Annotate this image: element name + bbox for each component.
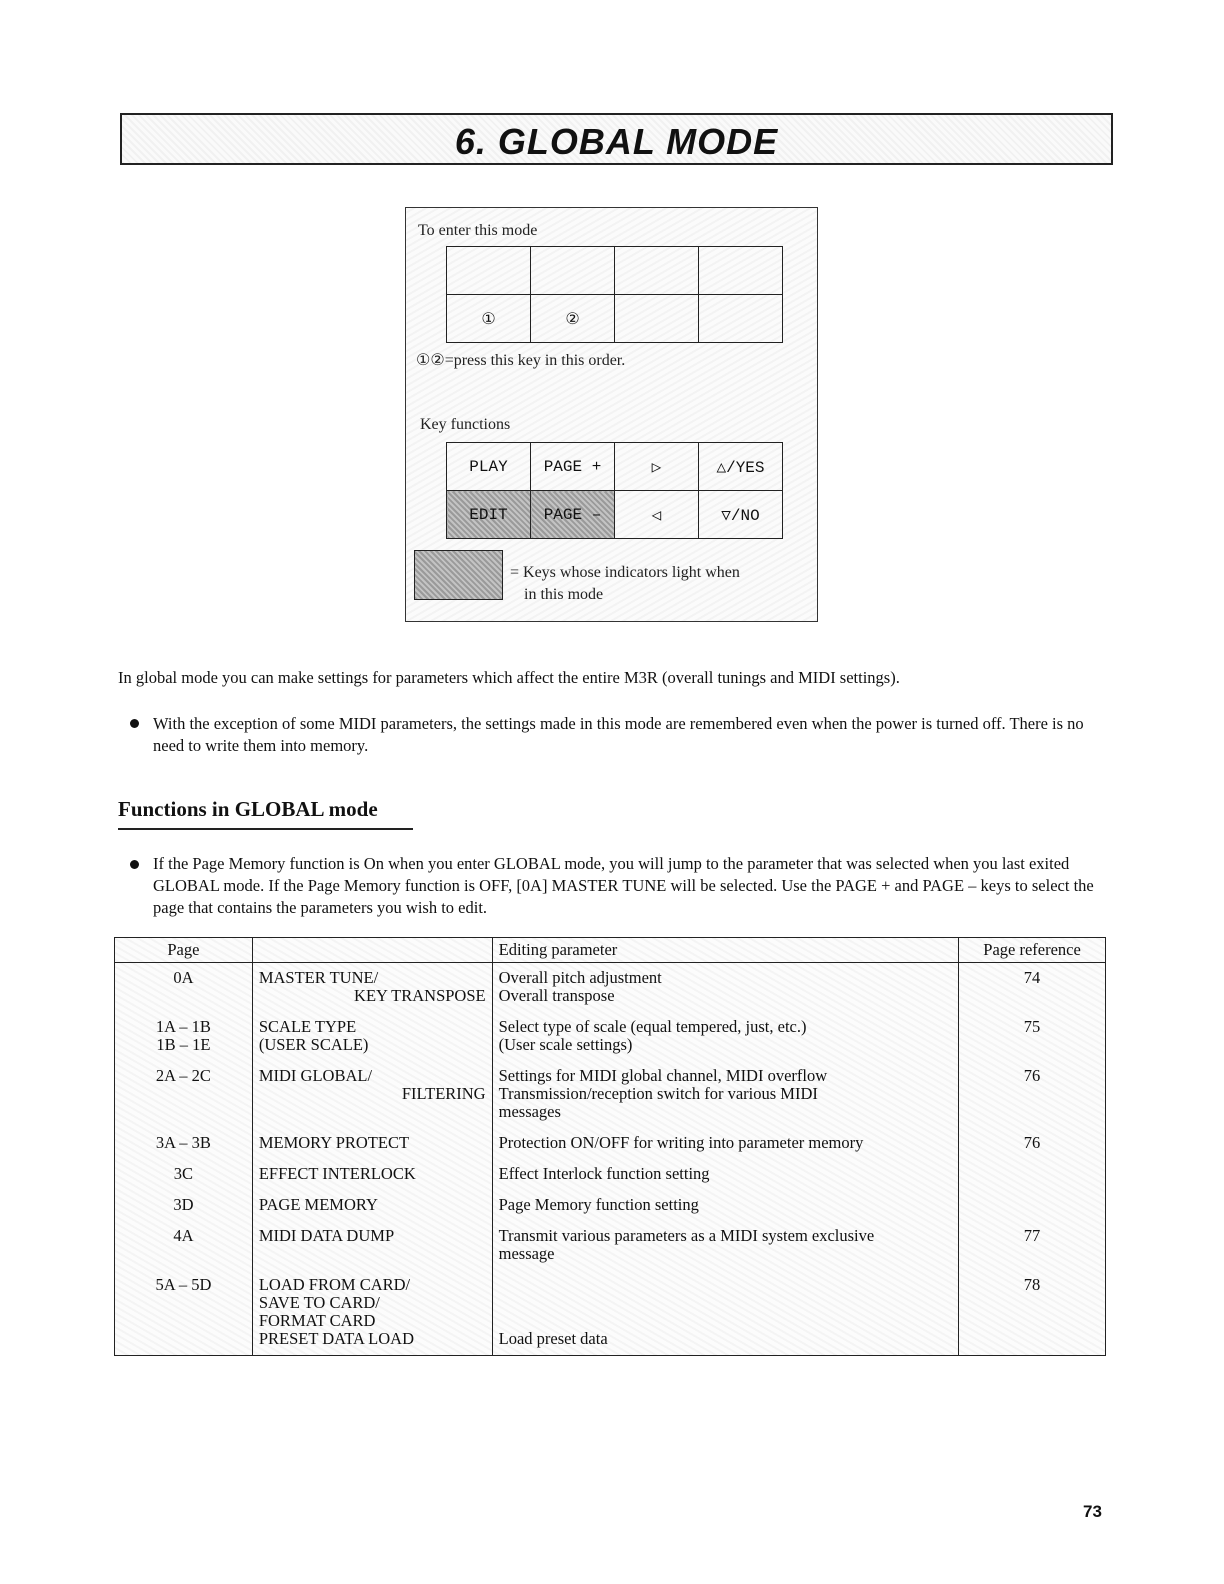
row-function: MASTER TUNE/ [258, 968, 379, 987]
page-title: 6. GLOBAL MODE [454, 121, 779, 162]
enter-mode-heading: To enter this mode [418, 222, 538, 239]
row-edit-cont: Overall transpose [498, 986, 615, 1005]
bullet-icon [130, 860, 139, 869]
row-function-cont: PRESET DATA LOAD [258, 1329, 414, 1348]
row-edit: Page Memory function setting [498, 1195, 699, 1214]
row-function-cont: (USER SCALE) [258, 1035, 369, 1054]
table-row [115, 1159, 1106, 1190]
row-edit: Load preset data [498, 1329, 608, 1348]
table-row [115, 1061, 1106, 1128]
key-right-arrow: ▷ [615, 443, 699, 491]
row-edit-cont: message [498, 1244, 555, 1263]
enter-key-cell [615, 295, 699, 343]
key-functions-grid [446, 442, 783, 539]
row-page: 2A – 2C [155, 1066, 211, 1085]
enter-key-cell [699, 295, 783, 343]
key-page-plus: PAGE + [531, 443, 615, 491]
row-page: 3D [173, 1195, 194, 1214]
key-play: PLAY [447, 443, 531, 491]
table-row [115, 963, 1106, 1013]
row-edit: Transmit various parameters as a MIDI system exclusive [498, 1226, 875, 1245]
order-mark-2: ② [531, 295, 615, 343]
row-ref: 77 [1023, 1226, 1041, 1245]
row-page: 5A – 5D [155, 1275, 212, 1294]
row-function-cont: FILTERING [401, 1084, 486, 1103]
row-edit-cont: (User scale settings) [498, 1035, 633, 1054]
key-up-yes: △/YES [699, 443, 783, 491]
legend-text-1: = Keys whose indicators light when [510, 564, 740, 581]
key-down-no: ▽/NO [699, 491, 783, 539]
row-ref: 78 [1023, 1275, 1041, 1294]
header-function [252, 938, 492, 963]
row-function: MEMORY PROTECT [258, 1133, 410, 1152]
row-page: 3A – 3B [155, 1133, 211, 1152]
note-memory: With the exception of some MIDI parameters, the settings made in this mode are remembered even when the power is turned off. There is no need to write them into memory. [153, 714, 1084, 755]
section-rule [118, 828, 413, 830]
row-function-cont: SAVE TO CARD/ [258, 1293, 380, 1312]
row-function: LOAD FROM CARD/ [258, 1275, 411, 1294]
row-function-cont: KEY TRANSPOSE [354, 986, 486, 1005]
row-edit: Select type of scale (equal tempered, just, etc.) [498, 1017, 807, 1036]
lit-indicator-swatch [414, 550, 503, 600]
row-ref: 76 [1023, 1066, 1041, 1085]
row-page: 3C [173, 1164, 194, 1183]
enter-key-cell [615, 247, 699, 295]
row-page: 0A [173, 968, 194, 987]
key-page-minus: PAGE – [531, 491, 615, 539]
key-edit: EDIT [447, 491, 531, 539]
row-function: EFFECT INTERLOCK [258, 1164, 416, 1183]
order-note: ①②=press this key in this order. [416, 352, 626, 369]
note-page-memory: If the Page Memory function is On when you enter GLOBAL mode, you will jump to the parameter that was selected when you last exited GLOBAL mode. If the Page Memory function is OFF, [0A] MASTER TUNE will be selected. Use the PAGE + and PAGE – keys to select the page that contains the parameters you wish to edit. [153, 854, 1094, 917]
row-page: 4A [173, 1226, 194, 1245]
table-row [115, 1012, 1106, 1061]
row-function: SCALE TYPE [258, 1017, 357, 1036]
functions-table [114, 937, 1106, 1356]
enter-key-cell [447, 247, 531, 295]
enter-keys-grid [446, 246, 783, 343]
intro-paragraph: In global mode you can make settings for parameters which affect the entire M3R (overall tunings and MIDI settings). [118, 668, 900, 687]
page-number: 73 [1083, 1502, 1102, 1521]
row-edit-cont: messages [498, 1102, 561, 1121]
row-edit: Effect Interlock function setting [498, 1164, 710, 1183]
enter-key-cell [531, 247, 615, 295]
row-ref: 74 [1023, 968, 1041, 987]
row-edit: Protection ON/OFF for writing into parameter memory [498, 1133, 864, 1152]
row-edit-blank [499, 1276, 952, 1330]
section-heading: Functions in GLOBAL mode [118, 797, 378, 821]
row-page: 1A – 1B [155, 1017, 211, 1036]
row-function-cont: FORMAT CARD [258, 1311, 376, 1330]
key-functions-heading: Key functions [420, 416, 511, 433]
table-row [115, 1221, 1106, 1270]
key-left-arrow: ◁ [615, 491, 699, 539]
order-mark-1: ① [447, 295, 531, 343]
header-page-reference: Page reference [959, 938, 1106, 963]
header-editing-parameter: Editing parameter [492, 938, 958, 963]
table-row [115, 1270, 1106, 1356]
table-row [115, 1128, 1106, 1159]
table-header-row [115, 938, 1106, 963]
row-edit-cont: Transmission/reception switch for various MIDI [498, 1084, 818, 1103]
enter-key-cell [699, 247, 783, 295]
table-row [115, 1190, 1106, 1221]
enter-mode-panel [405, 207, 818, 622]
legend-text-2: in this mode [524, 586, 604, 603]
row-edit: Overall pitch adjustment [498, 968, 662, 987]
row-function: PAGE MEMORY [258, 1195, 378, 1214]
row-ref: 75 [1023, 1017, 1041, 1036]
row-function: MIDI GLOBAL/ [258, 1066, 373, 1085]
bullet-icon [130, 719, 139, 728]
row-ref: 76 [1023, 1133, 1041, 1152]
row-page-cont: 1B – 1E [156, 1035, 211, 1054]
row-edit: Settings for MIDI global channel, MIDI overflow [498, 1066, 828, 1085]
row-function: MIDI DATA DUMP [258, 1226, 395, 1245]
header-page: Page [115, 938, 253, 963]
title-banner [120, 113, 1113, 165]
